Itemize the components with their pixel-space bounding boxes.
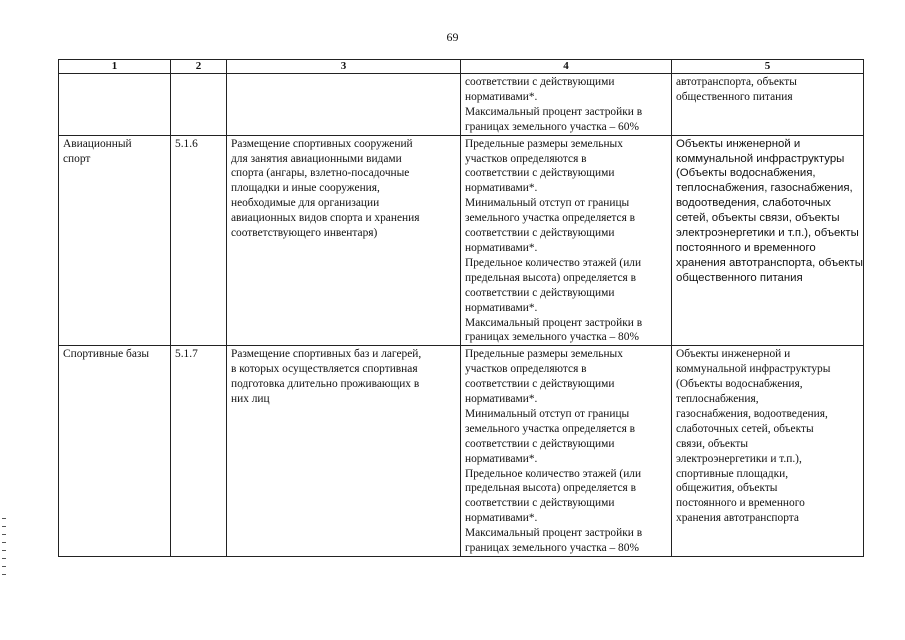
table-cell-3 [227,135,461,346]
table-cell-4 [461,135,672,346]
cell-text-line: земельного участка определяется в [465,212,636,225]
cell-text-line: сетей, объекты связи, объекты [676,212,840,225]
cell-text-line: участков определяются в [465,363,587,376]
cell-text-line: коммунальной инфраструктуры [676,363,831,376]
cell-text-line: нормативами*. [465,512,538,525]
cell-text-line: связи, объекты [676,437,748,450]
cell-text-line: Максимальный процент застройки в [465,105,643,118]
cell-text-line: границах земельного участка – 60% [465,120,639,133]
cell-text-line: границах земельного участка – 80% [465,542,639,555]
page-number: 69 [446,30,459,44]
cell-text-line: автотранспорта, объекты [676,76,797,88]
cell-text-line: Спортивные базы [63,348,150,361]
cell-text-line: для занятия авиационными видами [231,152,402,165]
cell-text-line: Предельные размеры земельных [465,137,623,150]
cell-text-line: Объекты инженерной и [676,137,801,150]
cell-text-line: теплоснабжения, [676,393,759,406]
cell-text-line: соответствующего инвентаря) [231,227,378,240]
cell-text-line: Предельное количество этажей (или [465,256,642,269]
cell-text-line: 5.1.6 [175,137,198,150]
cell-text-line: водоотведения, слаботочных [676,197,831,210]
cell-text-line: Размещение спортивных баз и лагерей, [231,348,422,361]
cell-text-line: (Объекты водоснабжения, [676,378,803,391]
header-col-2: 2 [171,60,227,74]
cell-text-line: необходимые для организации [231,197,380,210]
table-cell-5 [672,135,864,346]
cell-text-line: спорт [63,152,91,165]
cell-text-line: спортивные площадки, [676,467,789,480]
cell-text-line: нормативами*. [465,301,538,314]
cell-text-line: Объекты инженерной и [676,348,791,361]
header-col-3: 3 [227,60,461,74]
cell-text-line: Максимальный процент застройки в [465,316,643,329]
table-row [59,135,864,346]
cell-text-line: соответствии с действующими [465,286,615,299]
cell-text-line: Предельное количество этажей (или [465,467,642,480]
cell-text-line: общественного питания [676,90,793,103]
header-col-4: 4 [461,60,672,74]
table-cell-3 [227,74,461,136]
cell-text-line: (Объекты водоснабжения, [676,167,816,180]
cell-text-line: нормативами*. [465,393,538,406]
cell-text-line: Минимальный отступ от границы [465,197,630,210]
table-cell-2 [171,346,227,557]
cell-text-line: предельная высота) определяется в [465,271,636,284]
cell-text-line: общежития, объекты [676,482,778,495]
cell-text-line: соответствии с действующими [465,227,615,240]
table-cell-5 [672,346,864,557]
cell-text-line: постоянного и временного [676,497,805,510]
table-row [59,346,864,557]
cell-text-line: в которых осуществляется спортивная [231,363,418,376]
margin-marks [2,518,8,582]
cell-text-line: соответствии с действующими [465,497,615,510]
land-use-table [58,59,864,557]
cell-text-line: газоснабжения, водоотведения, [676,407,828,420]
cell-text-line: соответствии с действующими [465,437,615,450]
cell-text-line: слаботочных сетей, объекты [676,422,814,435]
table-cell-3 [227,346,461,557]
table-cell-4 [461,74,672,136]
cell-text-line: постоянного и временного [676,241,816,254]
table-cell-2 [171,135,227,346]
cell-text-line: нормативами*. [465,90,538,103]
cell-text-line: подготовка длительно проживающих в [231,378,420,391]
cell-text-line: Авиационный [63,137,132,150]
cell-text-line: соответствии с действующими [465,167,615,180]
table-cell-1 [59,135,171,346]
cell-text-line: участков определяются в [465,152,587,165]
cell-text-line: теплоснабжения, газоснабжения, [676,182,853,195]
cell-text-line: них лиц [231,393,270,406]
cell-text-line: Размещение спортивных сооружений [231,137,413,150]
cell-text-line: спорта (ангары, взлетно-посадочные [231,167,410,180]
table-cell-4 [461,346,672,557]
header-col-1: 1 [59,60,171,74]
cell-text-line: общественного питания [676,271,803,284]
cell-text-line: хранения автотранспорта [676,512,799,525]
cell-text-line: площадки и иные сооружения, [231,182,380,195]
table-cell-1 [59,346,171,557]
table-cell-2 [171,74,227,136]
cell-text-line: 5.1.7 [175,348,198,361]
header-col-5: 5 [672,60,864,74]
cell-text-line: земельного участка определяется в [465,422,636,435]
cell-text-line: предельная высота) определяется в [465,482,636,495]
cell-text-line: нормативами*. [465,241,538,254]
cell-text-line: Максимальный процент застройки в [465,527,643,540]
cell-text-line: нормативами*. [465,452,538,465]
cell-text-line: нормативами*. [465,182,538,195]
cell-text-line: хранения автотранспорта, объекты [676,256,863,269]
cell-text-line: Предельные размеры земельных [465,348,623,361]
table-row [59,74,864,136]
cell-text-line: коммунальной инфраструктуры [676,152,845,165]
cell-text-line: электроэнергетики и т.п.), объекты [676,227,859,240]
cell-text-line: Минимальный отступ от границы [465,407,630,420]
header-row [59,60,864,74]
cell-text-line: электроэнергетики и т.п.), [676,452,802,465]
cell-text-line: авиационных видов спорта и хранения [231,212,420,225]
table-cell-5 [672,74,864,136]
cell-text-line: соответствии с действующими [465,378,615,391]
cell-text-line: соответствии с действующими [465,76,615,88]
cell-text-line: границах земельного участка – 80% [465,331,639,344]
table-cell-1 [59,74,171,136]
